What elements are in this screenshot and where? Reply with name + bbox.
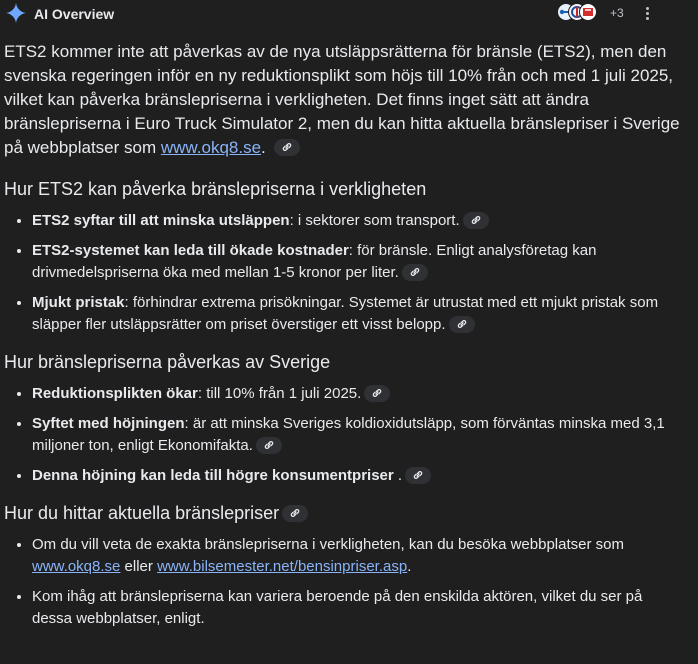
- more-vert-icon[interactable]: [640, 5, 654, 23]
- list-item: [32, 413, 684, 457]
- list-item: [32, 240, 684, 284]
- link-icon[interactable]: [402, 264, 428, 281]
- more-sources-count[interactable]: +3: [610, 6, 624, 20]
- section-heading: [4, 501, 684, 525]
- item-text: : i sektorer som transport.: [289, 212, 460, 229]
- section-heading: Hur bränslepriserna påverkas av Sverige: [4, 352, 331, 372]
- link-icon[interactable]: [463, 212, 489, 229]
- intro-text: ETS2 kommer inte att påverkas av de nya utsläppsrätterna för bränsle (ETS2), men den svenska regeringen inför en ny reduktionsplikt som höjs till 10% från och med 1 juli 2025, vilket kan påverka bränslepriserna i verkligheten. Det finns inget sätt att ändra bränslepriserna i Euro Truck Simulator 2, men du kan hitta aktuella bränslepriser i Sverige på webbplatser som: [4, 42, 680, 157]
- link-icon[interactable]: [256, 437, 282, 454]
- sparkle-icon: [6, 3, 26, 23]
- list-item: [32, 210, 684, 232]
- item-bold: ETS2 syftar till att minska utsläppen: [32, 212, 290, 229]
- list-item: [32, 292, 684, 336]
- item-text: : förhindrar extrema prisökningar. Systemet är utrustat med ett mjukt pristak som släpper fler utsläppsrätter om priset överstiger ett visst belopp.: [32, 294, 659, 333]
- list-item: [32, 383, 684, 405]
- item-text: eller: [120, 558, 158, 575]
- item-text: .: [393, 467, 403, 484]
- ai-overview-header: [0, 0, 698, 28]
- section-list: [4, 210, 684, 336]
- item-text: .: [407, 558, 412, 575]
- link-icon[interactable]: [282, 505, 308, 522]
- ai-overview-title: AI Overview: [34, 6, 115, 22]
- bilsemester-link[interactable]: www.bilsemester.net/bensinpriser.asp: [157, 558, 408, 575]
- overview-content: [4, 40, 684, 638]
- section-list: [4, 383, 684, 487]
- item-bold: Syftet med höjningen: [32, 415, 185, 432]
- item-text: Om du vill veta de exakta bränslepriserna i verkligheten, kan du besöka webbplatser som: [32, 536, 624, 553]
- list-item: [32, 586, 684, 630]
- section-heading-text: Hur du hittar aktuella bränslepriser: [4, 503, 280, 523]
- item-bold: ETS2-systemet kan leda till ökade kostnader: [32, 242, 349, 259]
- item-text: : är att minska Sveriges koldioxidutsläpp, som förväntas minska med 3,1 miljoner ton, enligt Ekonomifakta.: [32, 415, 665, 454]
- link-icon[interactable]: [449, 316, 475, 333]
- intro-end: .: [261, 138, 266, 157]
- link-icon[interactable]: [364, 385, 390, 402]
- item-text: : för bränsle. Enligt analysföretag kan drivmedelspriserna öka med mellan 1-5 kronor per liter.: [32, 242, 597, 281]
- item-bold: Reduktionsplikten ökar: [32, 385, 198, 402]
- okq8-link[interactable]: www.okq8.se: [160, 138, 262, 157]
- link-icon[interactable]: [274, 139, 300, 156]
- section-list: [4, 534, 684, 630]
- section-heading: Hur ETS2 kan påverka bränslepriserna i verkligheten: [4, 179, 427, 199]
- intro-paragraph: [4, 40, 684, 160]
- source-favicon-icon[interactable]: [579, 3, 597, 21]
- item-text: Kom ihåg att bränslepriserna kan variera beroende på den enskilda aktören, vilket du ser på dessa webbplatser, enligt.: [32, 588, 643, 627]
- item-bold: Mjukt pristak: [32, 294, 125, 311]
- list-item: [32, 534, 684, 578]
- item-bold: Denna höjning kan leda till högre konsumentpriser: [32, 467, 394, 484]
- list-item: [32, 465, 684, 487]
- item-text: : till 10% från 1 juli 2025.: [197, 385, 362, 402]
- link-icon[interactable]: [405, 467, 431, 484]
- okq8-link[interactable]: www.okq8.se: [32, 558, 121, 575]
